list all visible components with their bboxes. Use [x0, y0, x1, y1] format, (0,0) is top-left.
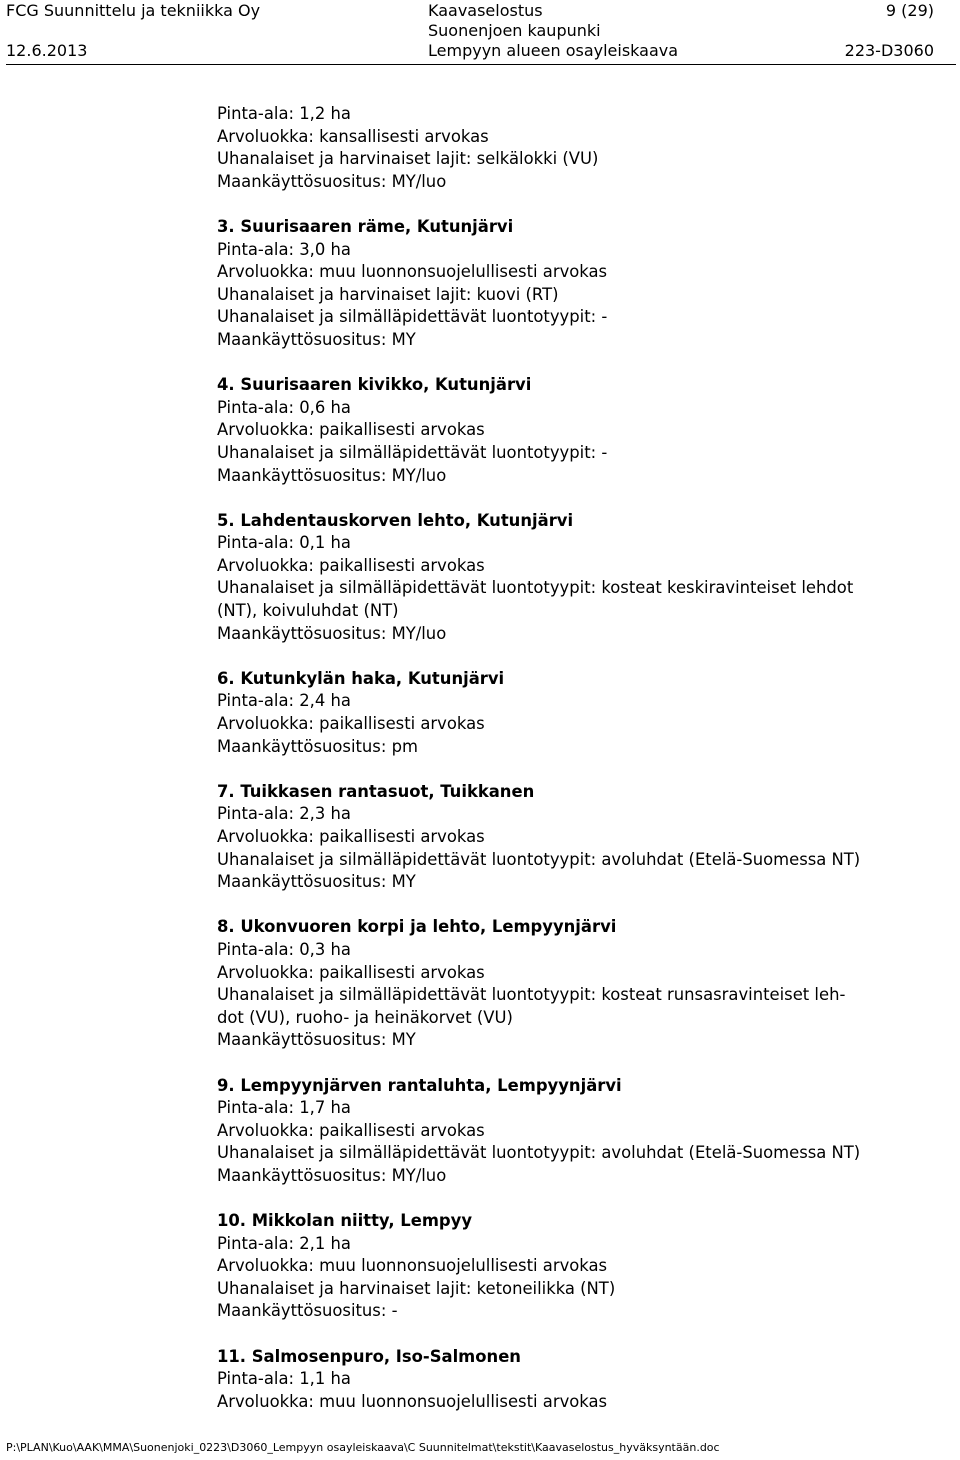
site-value-class: Arvoluokka: paikallisesti arvokas [217, 1120, 485, 1140]
site-area: Pinta-ala: 0,3 ha [217, 939, 351, 959]
site-habitats-continued: dot (VU), ruoho- ja heinäkorvet (VU) [217, 1007, 513, 1027]
site-entry-11 [217, 1346, 955, 1414]
site-habitats: Uhanalaiset ja silmälläpidettävät luontotyypit: avoluhdat (Etelä-Suomessa NT) [217, 849, 861, 869]
site-species: Uhanalaiset ja harvinaiset lajit: selkälokki (VU) [217, 149, 599, 169]
header-row-1 [6, 0, 934, 22]
spacer [217, 1188, 955, 1211]
site-value-class: Arvoluokka: paikallisesti arvokas [217, 555, 485, 575]
site-area: Pinta-ala: 1,2 ha [217, 104, 351, 123]
page-header [0, 0, 960, 66]
municipality-name: Suonenjoen kaupunki [428, 21, 601, 40]
site-habitats: Uhanalaiset ja silmälläpidettävät luontotyypit: kosteat keskiravinteiset lehdot [217, 578, 854, 598]
site-area: Pinta-ala: 2,4 ha [217, 691, 351, 711]
spacer [217, 645, 955, 668]
document-code: 223-D3060 [844, 41, 934, 60]
site-species: Uhanalaiset ja harvinaiset lajit: ketoneilikka (NT) [217, 1278, 616, 1298]
site-land-use: Maankäyttösuositus: MY [217, 1030, 416, 1050]
spacer [217, 1323, 955, 1346]
site-land-use: Maankäyttösuositus: - [217, 1301, 398, 1321]
document-body [217, 103, 955, 1413]
site-value-class: Arvoluokka: paikallisesti arvokas [217, 962, 485, 982]
site-habitats-continued: (NT), koivuluhdat (NT) [217, 601, 399, 621]
site-habitats: Uhanalaiset ja silmälläpidettävät luontotyypit: kosteat runsasravinteiset leh- [217, 985, 846, 1005]
site-entry-7 [217, 781, 955, 894]
site-habitats: Uhanalaiset ja silmälläpidettävät luontotyypit: avoluhdat (Etelä-Suomessa NT) [217, 1143, 861, 1163]
site-entry-10 [217, 1210, 955, 1323]
site-title: 8. Ukonvuoren korpi ja lehto, Lempyynjärvi [217, 917, 617, 937]
document-title: Kaavaselostus [428, 1, 543, 20]
footer-file-path: P:\PLAN\Kuo\AAK\MMA\Suonenjoki_0223\D3060_Lempyyn osayleiskaava\C Suunnitelmat\tekstit\Kaavaselostus_hyväksyntään.doc [6, 1441, 720, 1454]
site-value-class: Arvoluokka: paikallisesti arvokas [217, 714, 485, 734]
site-entry-6 [217, 668, 955, 758]
document-date: 12.6.2013 [6, 41, 88, 60]
site-land-use: Maankäyttösuositus: MY [217, 872, 416, 892]
site-title: 7. Tuikkasen rantasuot, Tuikkanen [217, 781, 535, 801]
header-divider [6, 64, 956, 65]
site-area: Pinta-ala: 1,7 ha [217, 1098, 351, 1118]
site-area: Pinta-ala: 1,1 ha [217, 1369, 351, 1389]
site-entry-3 [217, 216, 955, 352]
site-habitats: Uhanalaiset ja silmälläpidettävät luontotyypit: - [217, 307, 608, 327]
site-title: 10. Mikkolan niitty, Lempyy [217, 1211, 473, 1231]
spacer [217, 894, 955, 917]
site-land-use: Maankäyttösuositus: MY/luo [217, 171, 447, 191]
site-land-use: Maankäyttösuositus: MY/luo [217, 623, 447, 643]
site-title: 3. Suurisaaren räme, Kutunjärvi [217, 216, 514, 236]
spacer [217, 352, 955, 375]
header-row-3 [6, 40, 934, 62]
site-title: 11. Salmosenpuro, Iso-Salmonen [217, 1346, 521, 1366]
site-value-class: Arvoluokka: muu luonnonsuojelullisesti arvokas [217, 1256, 608, 1276]
site-area: Pinta-ala: 0,6 ha [217, 397, 351, 417]
site-entry-8 [217, 916, 955, 1052]
site-value-class: Arvoluokka: muu luonnonsuojelullisesti arvokas [217, 1391, 608, 1411]
page-number: 9 (29) [885, 1, 934, 20]
spacer [217, 1052, 955, 1075]
site-value-class: Arvoluokka: muu luonnonsuojelullisesti arvokas [217, 262, 608, 282]
plan-name: Lempyyn alueen osayleiskaava [428, 41, 679, 60]
site-value-class: Arvoluokka: paikallisesti arvokas [217, 420, 485, 440]
site-area: Pinta-ala: 0,1 ha [217, 533, 351, 553]
company-name: FCG Suunnittelu ja tekniikka Oy [6, 1, 261, 20]
site-land-use: Maankäyttösuositus: MY/luo [217, 1165, 447, 1185]
site-entry-intro [217, 103, 955, 193]
site-land-use: Maankäyttösuositus: MY/luo [217, 465, 447, 485]
site-species: Uhanalaiset ja harvinaiset lajit: kuovi (RT) [217, 284, 559, 304]
site-habitats: Uhanalaiset ja silmälläpidettävät luontotyypit: - [217, 442, 608, 462]
site-title: 9. Lempyynjärven rantaluhta, Lempyynjärvi [217, 1075, 622, 1095]
site-area: Pinta-ala: 2,1 ha [217, 1233, 351, 1253]
spacer [217, 193, 955, 216]
site-title: 5. Lahdentauskorven lehto, Kutunjärvi [217, 510, 574, 530]
spacer [217, 487, 955, 510]
site-title: 6. Kutunkylän haka, Kutunjärvi [217, 668, 505, 688]
site-entry-9 [217, 1075, 955, 1188]
site-land-use: Maankäyttösuositus: MY [217, 329, 416, 349]
header-row-2 [6, 20, 934, 42]
site-value-class: Arvoluokka: kansallisesti arvokas [217, 126, 489, 146]
site-land-use: Maankäyttösuositus: pm [217, 736, 418, 756]
site-entry-4 [217, 374, 955, 487]
site-area: Pinta-ala: 3,0 ha [217, 239, 351, 259]
site-title: 4. Suurisaaren kivikko, Kutunjärvi [217, 375, 532, 395]
site-entry-5 [217, 510, 955, 646]
site-value-class: Arvoluokka: paikallisesti arvokas [217, 827, 485, 846]
spacer [217, 758, 955, 781]
site-area: Pinta-ala: 2,3 ha [217, 804, 351, 824]
